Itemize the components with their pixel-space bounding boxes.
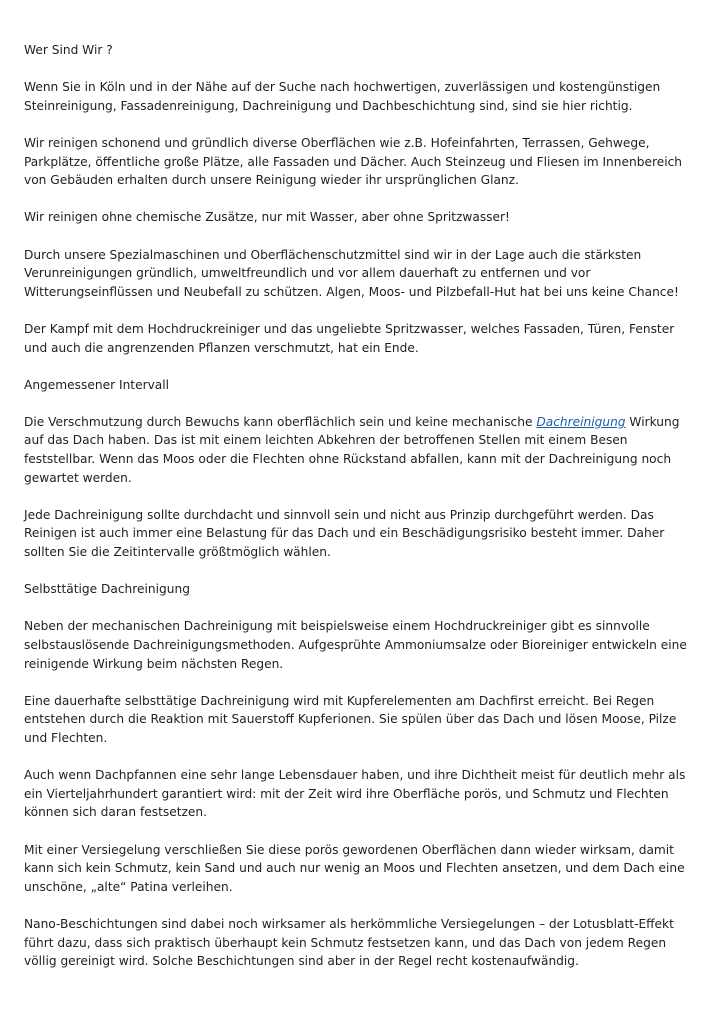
section-heading-interval: Angemessener Intervall (24, 377, 170, 392)
paragraph-special-machines: Durch unsere Spezialmaschinen und Oberflächenschutzmittel sind wir in der Lage auch die stärksten Verunreinigungen gründlich, umweltfreundlich und vor allem dauerhaft zu entfernen und vor Witterungseinflüssen und Neubefall zu schützen. Algen, Moos- und Pilzbefall-Hut hat bei uns keine Chance! (24, 247, 679, 299)
dachreinigung-link[interactable]: Dachreinigung (536, 414, 626, 429)
paragraph-intro: Wenn Sie in Köln und in der Nähe auf der Suche nach hochwertigen, zuverlässigen und kostengünstigen Steinreinigung, Fassadenreinigung, Dachreinigung und Dachbeschichtung sind, sind sie hier richtig. (24, 80, 661, 113)
paragraph-sealing: Mit einer Versiegelung verschließen Sie diese porös gewordenen Oberflächen dann wieder wirksam, damit kann sich kein Schmutz, kein Sand und auch nur wenig an Moos und Flechten ansetzen, und dem Dach eine unschöne, „alte“ Patina verleihen. (24, 842, 685, 894)
paragraph-copper-elements: Eine dauerhafte selbsttätige Dachreinigung wird mit Kupferelementen am Dachfirst erreicht. Bei Regen entstehen durch die Reaktion mit Sauerstoff Kupferionen. Sie spülen über das Dach und lösen Moose, Pilze und Flechten. (24, 693, 677, 745)
page-heading: Wer Sind Wir ? (24, 43, 113, 57)
paragraph-surfaces: Wir reinigen schonend und gründlich diverse Oberflächen wie z.B. Hofeinfahrten, Terrassen, Gehwege, Parkplätze, öffentliche große Plätze, alle Fassaden und Dächer. Auch Steinzeug und Fliesen im Innenbereich von Gebäuden erhalten durch unsere Reinigung wieder ihr ursprünglichen Glanz. (24, 135, 683, 188)
paragraph-roof-tiles: Auch wenn Dachpfannen eine sehr lange Lebensdauer haben, und ihre Dichtheit meist für deutlich mehr als ein Vierteljahrhundert garantiert wird: mit der Zeit wird ihre Oberfläche porös, und Schmutz und Flechten können sich daran festsetzen. (24, 768, 686, 820)
paragraph-reasoned-cleaning: Jede Dachreinigung sollte durchdacht und sinnvoll sein und nicht aus Prinzip durchgeführt werden. Das Reinigen ist auch immer eine Belastung für das Dach und ein Beschädigungsrisiko besteht immer. Daher sollten Sie die Zeitintervalle größtmöglich wählen. (24, 507, 665, 560)
paragraph-text-after-link: Wirkung auf das Dach haben. Das ist mit einem leichten Abkehren der betroffenen Stellen mit einem Besen feststellbar. Wenn das Moos oder die Flechten ohne Rückstand abfallen, kann mit der Dachreinigung noch gewartet werden. (24, 414, 680, 485)
section-heading-self-cleaning: Selbsttätige Dachreinigung (24, 582, 190, 597)
paragraph-dirt-growth (24, 413, 696, 487)
paragraph-self-triggering: Neben der mechanischen Dachreinigung mit beispielsweise einem Hochdruckreiniger gibt es sinnvolle selbstauslösende Dachreinigungsmethoden. Aufgesprühte Ammoniumsalze oder Bioreiniger entwickeln eine reinigende Wirkung beim nächsten Regen. (24, 619, 687, 671)
paragraph-pressure-washer: Der Kampf mit dem Hochdruckreiniger und das ungeliebte Spritzwasser, welches Fassaden, Türen, Fenster und auch die angrenzenden Pflanzen verschmutzt, hat ein Ende. (24, 321, 675, 355)
paragraph-text-before-link: Die Verschmutzung durch Bewuchs kann oberflächlich sein und keine mechanische (24, 414, 537, 429)
document-body (24, 41, 696, 989)
paragraph-no-chemicals: Wir reinigen ohne chemische Zusätze, nur mit Wasser, aber ohne Spritzwasser! (24, 210, 510, 225)
paragraph-nano-coating: Nano-Beschichtungen sind dabei noch wirksamer als herkömmliche Versiegelungen – der Lotusblatt-Effekt führt dazu, dass sich praktisch überhaupt kein Schmutz festsetzen kann, und das Dach von jedem Regen völlig gereinigt wird. Solche Beschichtungen sind aber in der Regel recht kostenaufwändig. (24, 916, 674, 969)
